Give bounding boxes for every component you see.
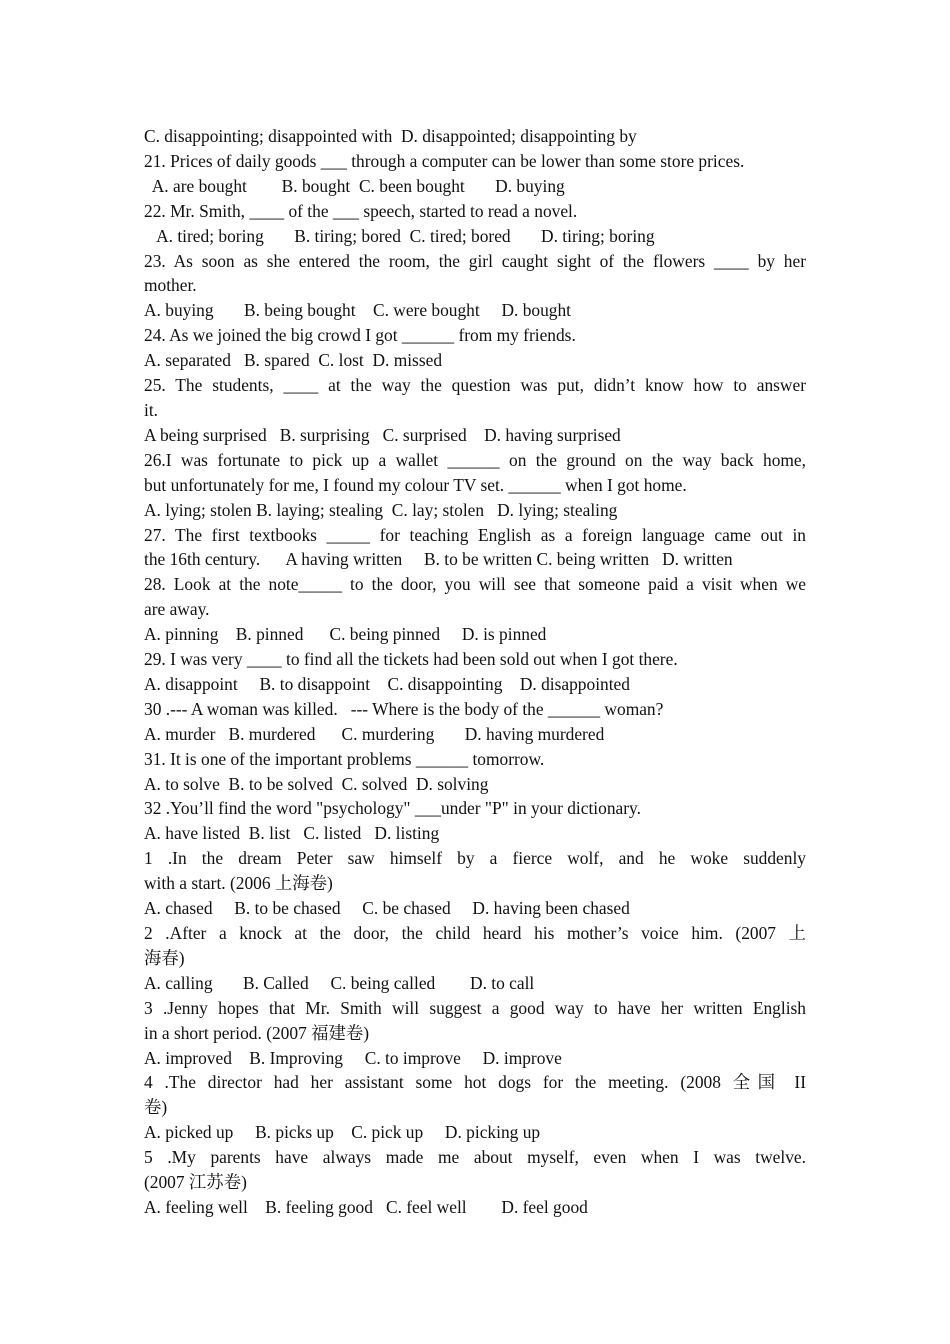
options-25: A being surprised B. surprising C. surprised D. having surprised: [144, 424, 621, 445]
exercise-2-cont: 海春): [144, 947, 185, 968]
exercise-2: 2 .After a knock at the door, the child heard his mother’s voice him. (2007 上: [144, 923, 806, 943]
options-ex-5: A. feeling well B. feeling good C. feel well D. feel good: [144, 1196, 588, 1217]
options-21: A. are bought B. bought C. been bought D. buying: [144, 175, 565, 196]
exercise-5-cont: (2007 江苏卷): [144, 1172, 247, 1193]
question-26: 26.I was fortunate to pick up a wallet ______ on the ground on the way back home,: [144, 449, 806, 470]
question-30: 30 .--- A woman was killed. --- Where is the body of the ______ woman?: [144, 698, 664, 719]
options-26: A. lying; stolen B. laying; stealing C. lay; stolen D. lying; stealing: [144, 499, 618, 520]
exercise-4: 4 .The director had her assistant some hot dogs for the meeting. (2008 全国 II: [144, 1072, 806, 1093]
options-23: A. buying B. being bought C. were bought D. bought: [144, 300, 572, 321]
question-23-cont: mother.: [144, 275, 197, 296]
exercise-1-cont: with a start. (2006 上海卷): [144, 873, 333, 894]
question-25: 25. The students, ____ at the way the question was put, didn’t know how to answer: [144, 375, 806, 396]
options-32: A. have listed B. list C. listed D. listing: [144, 823, 440, 844]
options-31: A. to solve B. to be solved C. solved D. solving: [144, 773, 489, 794]
options-ex-3: A. improved B. Improving C. to improve D. improve: [144, 1047, 562, 1068]
question-27: 27. The first textbooks _____ for teaching English as a foreign language came out in: [144, 524, 806, 545]
exercise-3: 3 .Jenny hopes that Mr. Smith will suggest a good way to have her written English: [144, 997, 806, 1018]
question-27-cont: the 16th century. A having written B. to be written C. being written D. written: [144, 549, 733, 570]
exercise-5: 5 .My parents have always made me about myself, even when I was twelve.: [144, 1147, 806, 1168]
question-22: 22. Mr. Smith, ____ of the ___ speech, started to read a novel.: [144, 200, 578, 221]
options-30: A. murder B. murdered C. murdering D. having murdered: [144, 723, 605, 744]
question-21: 21. Prices of daily goods ___ through a computer can be lower than some store prices.: [144, 150, 745, 171]
exercise-4-cont: 卷): [144, 1097, 168, 1118]
question-25-cont: it.: [144, 399, 159, 420]
options-ex-2: A. calling B. Called C. being called D. to call: [144, 972, 535, 993]
document-page: [144, 124, 806, 1220]
options-29: A. disappoint B. to disappoint C. disappointing D. disappointed: [144, 673, 630, 694]
question-31: 31. It is one of the important problems ______ tomorrow.: [144, 748, 545, 769]
text-line: C. disappointing; disappointed with D. disappointed; disappointing by: [144, 126, 637, 146]
options-ex-4: A. picked up B. picks up C. pick up D. picking up: [144, 1122, 541, 1143]
exercise-1: 1 .In the dream Peter saw himself by a fierce wolf, and he woke suddenly: [144, 848, 806, 869]
question-28-cont: are away.: [144, 599, 210, 620]
question-26-cont: but unfortunately for me, I found my colour TV set. ______ when I got home.: [144, 474, 687, 495]
exercise-3-cont: in a short period. (2007 福建卷): [144, 1022, 370, 1043]
question-32: 32 .You’ll find the word "psychology" ___under "P" in your dictionary.: [144, 798, 641, 819]
options-24: A. separated B. spared C. lost D. missed: [144, 350, 443, 371]
question-28: 28. Look at the note_____ to the door, you will see that someone paid a visit when we: [144, 574, 806, 595]
options-28: A. pinning B. pinned C. being pinned D. is pinned: [144, 624, 547, 645]
question-24: 24. As we joined the big crowd I got ______ from my friends.: [144, 325, 576, 346]
options-22: A. tired; boring B. tiring; bored C. tired; bored D. tiring; boring: [144, 225, 655, 246]
options-ex-1: A. chased B. to be chased C. be chased D. having been chased: [144, 898, 630, 919]
question-23: 23. As soon as she entered the room, the girl caught sight of the flowers ____ by her: [144, 250, 806, 271]
question-29: 29. I was very ____ to find all the tickets had been sold out when I got there.: [144, 649, 678, 670]
